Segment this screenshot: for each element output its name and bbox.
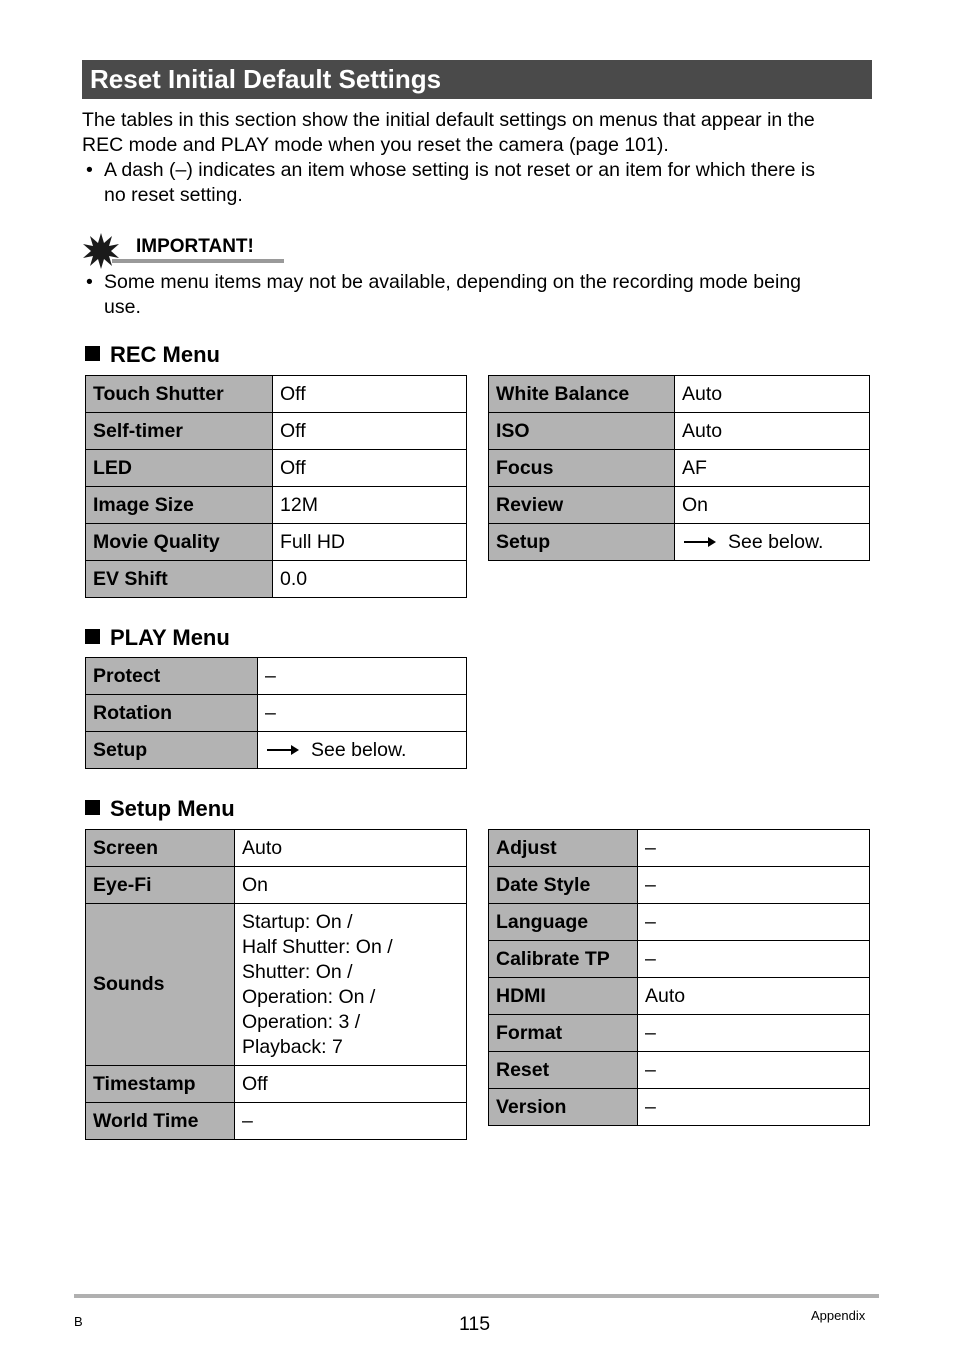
right-arrow-icon: [267, 749, 297, 751]
see-below-text: See below.: [311, 738, 407, 761]
section-square-icon: [85, 629, 100, 644]
rec-menu-table-right: [488, 375, 870, 561]
setting-value: –: [638, 904, 870, 941]
table-row: [86, 732, 467, 769]
table-row: [489, 487, 870, 524]
table-row: [86, 904, 467, 1066]
section-square-icon: [85, 800, 100, 815]
right-arrow-icon: [684, 541, 714, 543]
footer-divider: [74, 1294, 879, 1298]
setting-key: White Balance: [489, 376, 675, 413]
table-row: [489, 376, 870, 413]
setting-key: Touch Shutter: [86, 376, 273, 413]
sound-setting-line: Operation: On /: [242, 985, 376, 1008]
table-row: [489, 413, 870, 450]
table-row: [86, 524, 467, 561]
table-row: [489, 1015, 870, 1052]
sound-setting-line: Startup: On /: [242, 910, 353, 933]
setting-value: –: [235, 1103, 467, 1140]
setup-menu-heading: Setup Menu: [85, 795, 235, 823]
table-row: [489, 978, 870, 1015]
intro-line-2: REC mode and PLAY mode when you reset the camera (page 101).: [82, 134, 669, 156]
setting-value: Full HD: [273, 524, 467, 561]
table-row: [86, 450, 467, 487]
setting-value: [258, 732, 467, 769]
setting-value: –: [638, 867, 870, 904]
setting-key: LED: [86, 450, 273, 487]
setting-value: –: [638, 1052, 870, 1089]
sound-setting-line: Playback: 7: [242, 1035, 343, 1058]
rec-menu-heading: REC Menu: [85, 341, 220, 369]
setting-key: Timestamp: [86, 1066, 235, 1103]
table-row: [86, 561, 467, 598]
setting-value: Off: [273, 413, 467, 450]
setting-key: Focus: [489, 450, 675, 487]
section-square-icon: [85, 346, 100, 361]
table-row: [86, 830, 467, 867]
table-row: [489, 904, 870, 941]
table-row: [489, 941, 870, 978]
setting-value: Auto: [675, 413, 870, 450]
setting-value: Off: [235, 1066, 467, 1103]
setting-value: On: [675, 487, 870, 524]
see-below-text: See below.: [728, 530, 824, 553]
setting-value: Off: [273, 376, 467, 413]
setting-key: ISO: [489, 413, 675, 450]
setting-key: Eye-Fi: [86, 867, 235, 904]
setting-value: –: [638, 1089, 870, 1126]
setting-key: World Time: [86, 1103, 235, 1140]
dash-note-line-1: A dash (–) indicates an item whose setting is not reset or an item for which there is: [104, 159, 816, 181]
table-row: [86, 695, 467, 732]
footer-language-code: B: [74, 1314, 83, 1329]
rec-menu-table-left: [85, 375, 467, 598]
setting-value: AF: [675, 450, 870, 487]
table-row: [86, 487, 467, 524]
setting-key: Screen: [86, 830, 235, 867]
sound-setting-line: Operation: 3 /: [242, 1010, 361, 1033]
setting-value: –: [638, 830, 870, 867]
setting-value: Auto: [675, 376, 870, 413]
setting-value: –: [258, 658, 467, 695]
setting-key: Version: [489, 1089, 638, 1126]
setup-menu-table-left: [85, 829, 467, 1140]
important-note-line-1: Some menu items may not be available, depending on the recording mode being: [104, 271, 802, 293]
table-row: [489, 450, 870, 487]
setting-key: Language: [489, 904, 638, 941]
bullet-marker: •: [86, 159, 93, 181]
setting-key: HDMI: [489, 978, 638, 1015]
table-row: [489, 867, 870, 904]
setting-value: –: [258, 695, 467, 732]
table-row: [86, 867, 467, 904]
table-row: [489, 1089, 870, 1126]
setting-value: –: [638, 941, 870, 978]
setting-key: Calibrate TP: [489, 941, 638, 978]
setting-key: Image Size: [86, 487, 273, 524]
setting-key: Date Style: [489, 867, 638, 904]
setting-key: Rotation: [86, 695, 258, 732]
table-row: [86, 658, 467, 695]
table-row: [86, 413, 467, 450]
footer-section-name: Appendix: [811, 1308, 866, 1323]
play-menu-table: [85, 657, 467, 769]
setting-value: –: [638, 1015, 870, 1052]
setting-key: Setup: [489, 524, 675, 561]
setting-key: Review: [489, 487, 675, 524]
setting-value: Auto: [638, 978, 870, 1015]
setting-value: Auto: [235, 830, 467, 867]
setting-key: Adjust: [489, 830, 638, 867]
setting-key: Protect: [86, 658, 258, 695]
setting-value: [235, 904, 467, 1066]
dash-note-line-2: no reset setting.: [104, 184, 243, 206]
important-underline: [112, 259, 284, 263]
table-row: [86, 1103, 467, 1140]
table-row: [86, 376, 467, 413]
setting-key: Format: [489, 1015, 638, 1052]
sound-setting-line: Shutter: On /: [242, 960, 353, 983]
setting-key: Setup: [86, 732, 258, 769]
table-row: [489, 830, 870, 867]
setting-value: [675, 524, 870, 561]
play-menu-heading: PLAY Menu: [85, 624, 230, 652]
intro-line-1: The tables in this section show the initial default settings on menus that appear in the: [82, 109, 815, 131]
setting-value: On: [235, 867, 467, 904]
setting-value: Off: [273, 450, 467, 487]
table-row: [86, 1066, 467, 1103]
important-label: IMPORTANT!: [136, 236, 254, 257]
setting-key: Reset: [489, 1052, 638, 1089]
table-row: [489, 524, 870, 561]
setting-key: Sounds: [86, 904, 235, 1066]
setup-menu-table-right: [488, 829, 870, 1126]
setting-value: 12M: [273, 487, 467, 524]
page-number: 115: [459, 1313, 491, 1335]
table-row: [489, 1052, 870, 1089]
important-burst-icon: [82, 232, 120, 270]
important-note-line-2: use.: [104, 296, 141, 318]
setting-key: Movie Quality: [86, 524, 273, 561]
sound-setting-line: Half Shutter: On /: [242, 935, 393, 958]
bullet-marker: •: [86, 271, 93, 293]
setting-value: 0.0: [273, 561, 467, 598]
setting-key: EV Shift: [86, 561, 273, 598]
setting-key: Self-timer: [86, 413, 273, 450]
page-title: Reset Initial Default Settings: [82, 60, 872, 99]
